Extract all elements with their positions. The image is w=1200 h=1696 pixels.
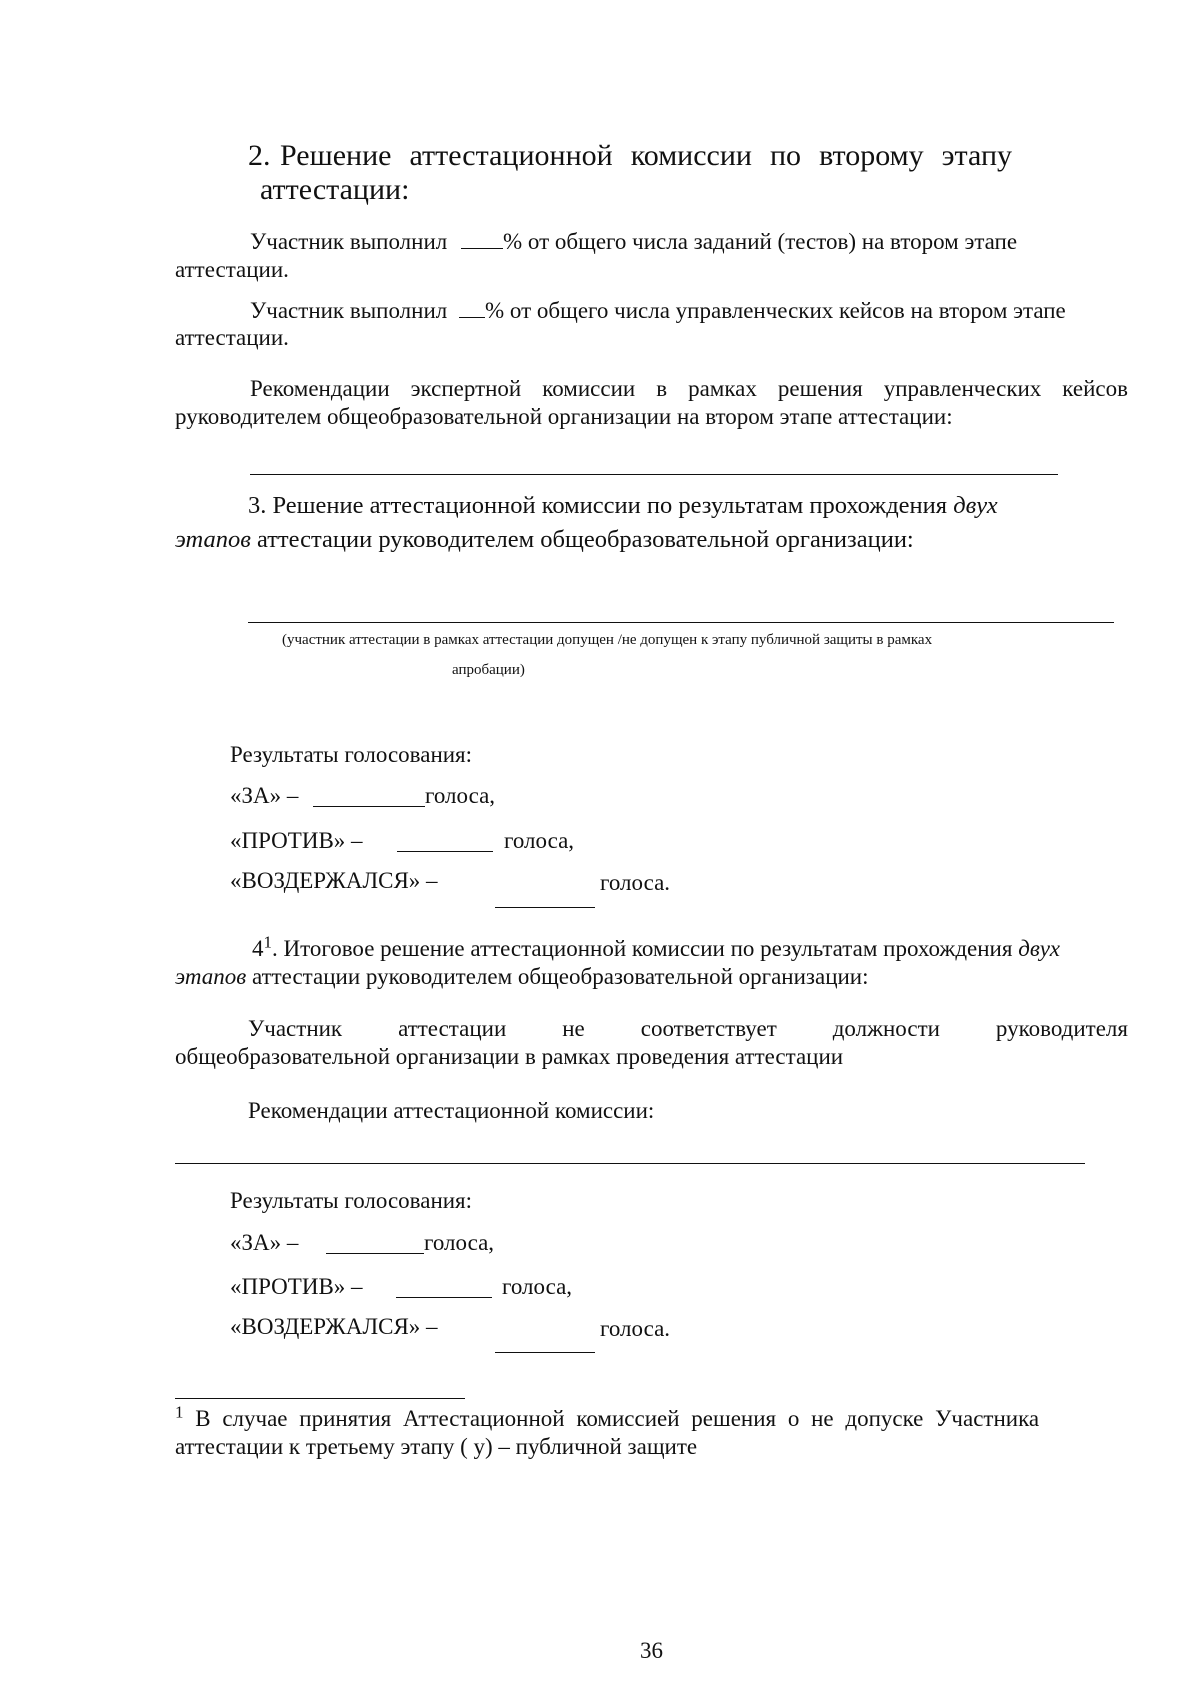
votes1-vozd-blank [495, 907, 595, 908]
p2-start: Участник выполнил [250, 298, 448, 323]
votes1-za-blank [313, 806, 425, 807]
footnote-text-1: В случае принятия Аттестационной комиссией решения о не допуске Участника [183, 1406, 1040, 1431]
section4-number: 4 [252, 936, 264, 961]
section2-paragraph2 [250, 297, 1066, 325]
votes2-za-suffix: голоса, [424, 1230, 495, 1255]
section2-paragraph1-cont: аттестации. [175, 257, 289, 282]
section4-title-rest: аттестации руководителем общеобразовательной организации: [246, 964, 869, 989]
p1-end: % от общего числа заданий (тестов) на втором этапе [503, 229, 1018, 254]
section2-title-line1: Решение аттестационной комиссии по второму этапу [280, 139, 1012, 172]
section4-title-italic-1: двух [1018, 936, 1060, 961]
votes1-protiv-blank [397, 851, 493, 852]
votes2-za-label: «ЗА» – [230, 1230, 299, 1255]
section3-title-rest: аттестации руководителем общеобразовательной организации: [250, 526, 914, 553]
page-number: 36 [640, 1638, 663, 1663]
votes2-protiv-blank [396, 1297, 492, 1298]
section4-title-italic-2: этапов [175, 964, 247, 989]
footnote-line1 [175, 1402, 1103, 1433]
votes1-protiv-label: «ПРОТИВ» – [230, 828, 363, 853]
section3-title-line2 [175, 526, 914, 554]
percent-blank-cases [459, 316, 485, 318]
votes2-vozd-blank [495, 1352, 595, 1353]
section4-title-line2 [175, 963, 869, 991]
votes2-heading: Результаты голосования: [230, 1188, 473, 1213]
decision-caption-line2: апробации) [452, 662, 525, 678]
section4-paragraph1-line2: общеобразовательной организации в рамках проведения аттестации [175, 1044, 844, 1069]
decision-line [248, 622, 1114, 623]
section2-title-line2: аттестации: [260, 173, 410, 206]
footnote-mark: 1 [175, 1402, 184, 1422]
section4-paragraph1-line1: Участник аттестации не соответствует должности руководителя [248, 1016, 1128, 1041]
votes1-heading: Результаты голосования: [230, 742, 473, 767]
votes1-za-label: «ЗА» – [230, 783, 299, 808]
section2-paragraph1 [250, 228, 1128, 256]
recommendations-line-1 [250, 474, 1058, 475]
section3-title-start: 3. Решение аттестационной комиссии по результатам прохождения [248, 492, 954, 519]
footnote-line2: аттестации к третьему этапу ( у) – публичной защите [175, 1434, 698, 1459]
section4-title-start: . Итоговое решение аттестационной комиссии по результатам прохождения [272, 936, 1019, 961]
section4-footnote-mark: 1 [263, 932, 272, 952]
votes2-vozd-label: «ВОЗДЕРЖАЛСЯ» – [230, 1314, 438, 1339]
recommendations-line-2 [175, 1163, 1085, 1164]
section2-paragraph2-cont: аттестации. [175, 325, 289, 350]
footnote-separator [175, 1398, 465, 1399]
section3-title-line1 [248, 492, 1128, 520]
section2-paragraph3-line2: руководителем общеобразовательной организации на втором этапе аттестации: [175, 404, 953, 429]
section4-paragraph2: Рекомендации аттестационной комиссии: [248, 1098, 655, 1123]
p2-end: % от общего числа управленческих кейсов на втором этапе [485, 298, 1066, 323]
section2-number: 2. [248, 139, 271, 172]
votes1-vozd-suffix: голоса. [600, 870, 671, 895]
votes2-protiv-label: «ПРОТИВ» – [230, 1274, 363, 1299]
section3-title-italic-2: этапов [175, 526, 251, 553]
percent-blank-tests [461, 247, 503, 249]
votes1-protiv-suffix: голоса, [504, 828, 575, 853]
decision-caption-line1: (участник аттестации в рамках аттестации допущен /не допущен к этапу публичной защиты в рамках [282, 632, 933, 648]
votes2-za-blank [326, 1253, 424, 1254]
p1-start: Участник выполнил [250, 229, 448, 254]
section4-title-line1 [252, 932, 1060, 963]
votes2-protiv-suffix: голоса, [502, 1274, 573, 1299]
section3-title-italic-1: двух [953, 492, 998, 519]
votes1-za-suffix: голоса, [425, 783, 496, 808]
votes1-vozd-label: «ВОЗДЕРЖАЛСЯ» – [230, 868, 438, 893]
votes2-vozd-suffix: голоса. [600, 1316, 671, 1341]
section2-paragraph3-line1: Рекомендации экспертной комиссии в рамках решения управленческих кейсов [250, 376, 1128, 401]
